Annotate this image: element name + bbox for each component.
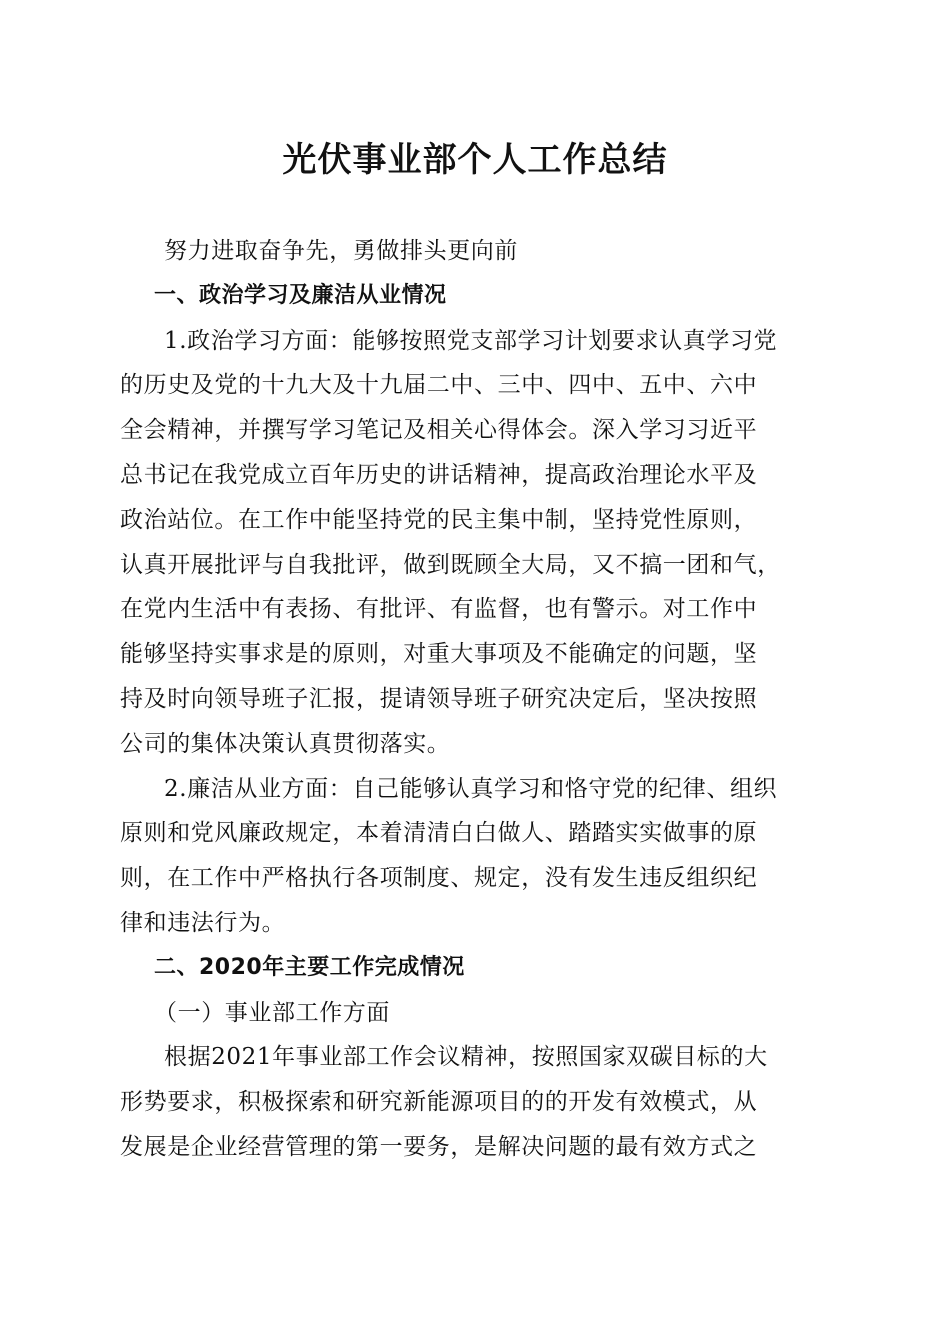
paragraph-line: 全会精神，并撰写学习笔记及相关心得体会。深入学习习近平: [120, 417, 758, 444]
paragraph-line: 认真开展批评与自我批评，做到既顾全大局，又不搞一团和气，: [120, 551, 781, 578]
document-body: [120, 229, 832, 1170]
document-title: 光伏事业部个人工作总结: [282, 140, 668, 180]
paragraph-line: 1.政治学习方面：能够按照党支部学习计划要求认真学习党: [164, 327, 778, 354]
paragraph-line: 政治站位。在工作中能坚持党的民主集中制，坚持党性原则，: [120, 506, 758, 533]
paragraph-line: 总书记在我党成立百年历史的讲话精神，提高政治理论水平及: [120, 461, 758, 488]
paragraph-line: 在党内生活中有表扬、有批评、有监督，也有警示。对工作中: [120, 596, 758, 623]
paragraph-line: 则，在工作中严格执行各项制度、规定，没有发生违反组织纪: [120, 865, 758, 892]
subsection-heading-department: （一）事业部工作方面: [154, 999, 390, 1026]
paragraph-line: 形势要求，积极探索和研究新能源项目的的开发有效模式，从: [120, 1089, 758, 1116]
paragraph-line: 原则和党风廉政规定，本着清清白白做人、踏踏实实做事的原: [120, 820, 758, 847]
paragraph-line: 能够坚持实事求是的原则，对重大事项及不能确定的问题，坚: [120, 641, 758, 668]
section-heading-political: 一、政治学习及廉洁从业情况: [154, 282, 447, 308]
section-heading-work: 二、2020年主要工作完成情况: [154, 954, 465, 980]
paragraph-department-work: [120, 1035, 832, 1169]
paragraph-integrity: [120, 767, 832, 946]
paragraph-political-study: [120, 319, 832, 767]
paragraph-line: 持及时向领导班子汇报，提请领导班子研究决定后，坚决按照: [120, 685, 758, 712]
document-subtitle: 努力进取奋争先，勇做排头更向前: [164, 238, 518, 264]
paragraph-line: 公司的集体决策认真贯彻落实。: [120, 730, 451, 757]
paragraph-line: 2.廉洁从业方面：自己能够认真学习和恪守党的纪律、组织: [164, 775, 778, 802]
paragraph-line: 律和违法行为。: [120, 909, 286, 936]
paragraph-line: 发展是企业经营管理的第一要务，是解决问题的最有效方式之: [120, 1133, 758, 1160]
paragraph-line: 根据2021年事业部工作会议精神，按照国家双碳目标的大: [164, 1044, 768, 1071]
paragraph-line: 的历史及党的十九大及十九届二中、三中、四中、五中、六中: [120, 372, 758, 399]
